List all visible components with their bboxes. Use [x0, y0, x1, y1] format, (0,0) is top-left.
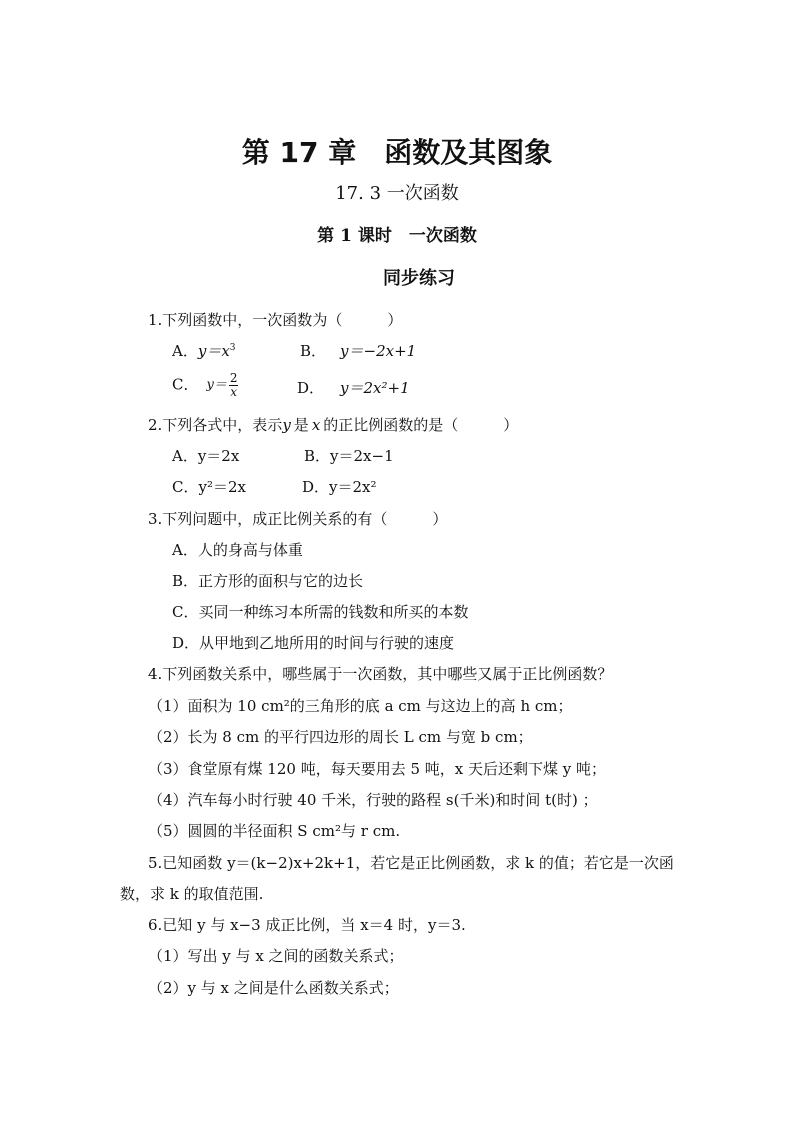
q5-line-2: 数，求 k 的取值范围. [120, 885, 264, 903]
q3-option-a: A．人的身高与体重 [172, 541, 303, 559]
q4-item-1: （1）面积为 10 cm²的三角形的底 a cm 与这边上的高 h cm； [148, 697, 573, 715]
q6-item-2: （2）y 与 x 之间是什么函数关系式； [148, 979, 399, 997]
q2-stem-mid: 是 [293, 416, 309, 434]
q1-option-d [297, 381, 410, 396]
q2-option-a: A．y＝2x [172, 447, 240, 465]
q3-option-d: D．从甲地到乙地所用的时间与行驶的速度 [172, 634, 455, 652]
q1-b-expr: y＝−2x+1 [340, 342, 417, 360]
q1-option-b [300, 344, 416, 359]
q4-stem: 4.下列函数关系中，哪些属于一次函数，其中哪些又属于正比例函数？ [148, 665, 613, 683]
q1-d-expr: y＝2x²+1 [340, 379, 410, 397]
q4-item-3: （3）食堂原有煤 120 吨，每天要用去 5 吨，x 天后还剩下煤 y 吨； [148, 760, 607, 778]
lesson-title: 第 1 课时 一次函数 [317, 226, 477, 246]
q4-item-2: （2）长为 8 cm 的平行四边形的周长 L cm 与宽 b cm； [148, 728, 533, 746]
q1-option-a [172, 344, 236, 359]
q3-stem: 3.下列问题中，成正比例关系的有（ ） [148, 510, 448, 528]
q5-line-1: 5.已知函数 y＝(k−2)x+2k+1，若它是正比例函数，求 k 的值；若它是一次函 [148, 854, 674, 872]
q3-option-c: C．买同一种练习本所需的钱数和所买的本数 [172, 603, 469, 621]
q1-b-label: B． [300, 342, 327, 360]
q4-item-4: （4）汽车每小时行驶 40 千米，行驶的路程 s(千米)和时间 t(时) ； [148, 791, 598, 809]
q1-a-label: A． [172, 342, 198, 360]
q1-c-denominator: x [230, 384, 238, 399]
q1-a-expr: y＝x [197, 342, 230, 360]
q2-option-b: B．y＝2x−1 [304, 447, 394, 465]
q2-var-y: y [282, 416, 291, 434]
q1-c-fraction [229, 372, 239, 398]
q1-c-lhs: y＝ [206, 377, 227, 393]
q3-option-b: B．正方形的面积与它的边长 [172, 572, 364, 590]
q2-stem [148, 418, 518, 433]
q1-stem: 1.下列函数中，一次函数为（ ） [148, 311, 403, 329]
q2-option-d: D．y＝2x² [302, 478, 377, 496]
q6-stem: 6.已知 y 与 x−3 成正比例，当 x＝4 时，y＝3. [148, 916, 466, 934]
q2-option-c: C．y²＝2x [172, 478, 246, 496]
q1-d-label: D． [297, 379, 325, 397]
chapter-title: 第 17 章 函数及其图象 [241, 136, 553, 169]
q2-stem-post: 的正比例函数的是（ ） [323, 416, 519, 434]
q2-stem-pre: 2.下列各式中，表示 [148, 416, 283, 434]
q1-c-numerator: 2 [229, 371, 238, 385]
q6-item-1: （1）写出 y 与 x 之间的函数关系式； [148, 947, 404, 965]
q1-c-label: C． [172, 375, 199, 394]
q2-var-x: x [311, 416, 321, 434]
q1-option-c [172, 372, 240, 398]
practice-title: 同步练习 [383, 268, 455, 289]
q1-a-exponent: 3 [229, 343, 236, 353]
q4-item-5: （5）圆圆的半径面积 S cm²与 r cm. [148, 822, 401, 840]
section-title: 17. 3 一次函数 [335, 183, 459, 204]
